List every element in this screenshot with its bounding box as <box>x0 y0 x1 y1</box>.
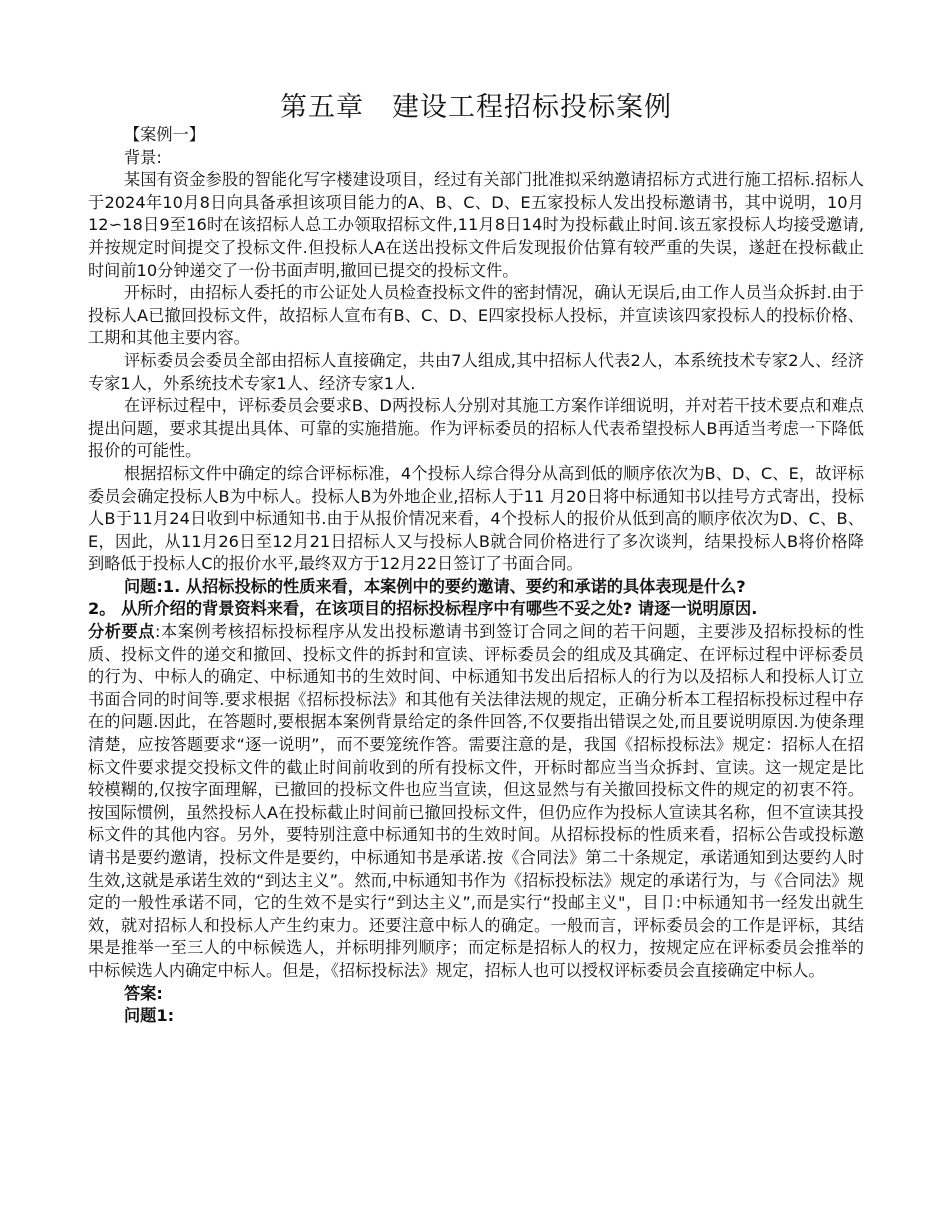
document-page <box>88 88 864 1028</box>
chapter-title: 第五章 建设工程招标投标案例 <box>280 92 672 123</box>
question-1: 问题:1. 从招标投标的性质来看，本案例中的要约邀请、要约和承诺的具体表现是什么? <box>124 576 746 596</box>
answer-label: 答案: <box>124 983 163 1003</box>
background-paragraph-1: 某国有资金参股的智能化写字楼建设项目，经过有关部门批准拟采纳邀请招标方式进行施工招标.招标人于2024年10月8日向具备承担该项目能力的A、B、C、D、E五家投标人发出投标邀请书，其中说明，10月12∽18日9至16时在该招标人总工办领取招标文件,11月8日14时为投标截止时间.该五家投标人均接受邀请,并按规定时间提交了投标文件.但投标人A在送出投标文件后发现报价估算有较严重的失误，遂赶在投标截止时间前10分钟递交了一份书面声明,撤回已提交的投标文件。 <box>88 170 864 280</box>
analysis-text: :本案例考核招标投标程序从发出投标邀请书到签订合同之间的若干问题，主要涉及招标投标的性质、投标文件的递交和撤回、投标文件的拆封和宣读、评标委员会的组成及其确定、在评标过程中评标委员的行为、中标人的确定、中标通知书的生效时间、中标通知书发出后招标人的行为以及招标人和投标人订立书面合同的时间等.要求根据《招标投标法》和其他有关法律法规的规定，正确分析本工程招标投标过程中存在的问题.因此，在答题时,要根据本案例背景给定的条件回答,不仅要指出错误之处,而且要说明原因.为使条理清楚，应按答题要求“逐一说明”，而不要笼统作答。需要注意的是，我国《招标投标法》规定：招标人在招标文件要求提交投标文件的截止时间前收到的所有投标文件，开标时都应当当众拆封、宣读。这一规定是比较模糊的,仅按字面理解，已撤回的投标文件也应当宣读，但这显然与有关撤回投标文件的规定的初衷不符。按国际惯例，虽然投标人A在投标截止时间前已撤回投标文件，但仍应作为投标人宣读其名称，但不宣读其投标文件的其他内容。另外，要特别注意中标通知书的生效时间。从招标投标的性质来看，招标公告或投标邀请书是要约邀请，投标文件是要约，中标通知书是承诺.按《合同法》第二十条规定，承诺通知到达要约人时生效,这就是承诺生效的“到达主义”。然而,中标通知书作为《招标投标法》规定的承诺行为，与《合同法》规定的一般性承诺不同，它的生效不是实行“到达主义”,而是实行“投邮主义"，目卩:中标通知书一经发出就生效，就对招标人和投标人产生约束力。还要注意中标人的确定。一般而言，评标委员会的工作是评标，其结果是推举一至三人的中标候选人，并标明排列顺序；而定标是招标人的权力，按规定应在评标委员会推举的中标候选人内确定中标人。但是，《招标投标法》规定，招标人也可以授权评标委员会直接确定中标人。 <box>88 622 865 980</box>
analysis-paragraph <box>88 621 864 983</box>
background-paragraph-4: 在评标过程中，评标委员会要求B、D两投标人分别对其施工方案作详细说明，并对若干技术要点和难点提出问题，要求其提出具体、可靠的实施措施。作为评标委员的招标人代表希望投标人B再适当考虑一下降低报价的可能性。 <box>88 396 864 461</box>
analysis-label: 分析要点 <box>88 622 156 642</box>
background-paragraph-2: 开标时，由招标人委托的市公证处人员检查投标文件的密封情况，确认无误后,由工作人员当众拆封.由于投标人A已撤回投标文件，故招标人宣布有B、C、D、E四家投标人投标，并宣读该四家投标人的投标价格、工期和其他主要内容。 <box>88 283 864 348</box>
background-paragraph-5: 根据招标文件中确定的综合评标标准，4个投标人综合得分从高到低的顺序依次为B、D、C、E，故评标委员会确定投标人B为中标人。投标人B为外地企业,招标人于11 月20日将中标通知书以挂号方式寄出，投标人B于11月24日收到中标通知书.由于从报价情况来看，4个投标人的报价从低到高的顺序依次为D、C、B、E，因此，从11月26日至12月21日招标人又与投标人B就合同价格进行了多次谈判，结果投标人B将价格降到略低于投标人C的报价水平,最终双方于12月22日签订了书面合同。 <box>88 463 864 574</box>
problem-1-label: 问题1: <box>124 1006 175 1026</box>
case-heading: 【案例一】 <box>124 125 205 144</box>
question-2: 2。 从所介绍的背景资料来看，在该项目的招标投标程序中有哪些不妥之处? 请逐一说明原因. <box>88 599 758 619</box>
background-label: 背景: <box>124 147 162 167</box>
background-paragraph-3: 评标委员会委员全部由招标人直接确定，共由7人组成,其中招标人代表2人，本系统技术专家2人、经济专家1人，外系统技术专家1人、经济专家1人. <box>88 350 864 393</box>
